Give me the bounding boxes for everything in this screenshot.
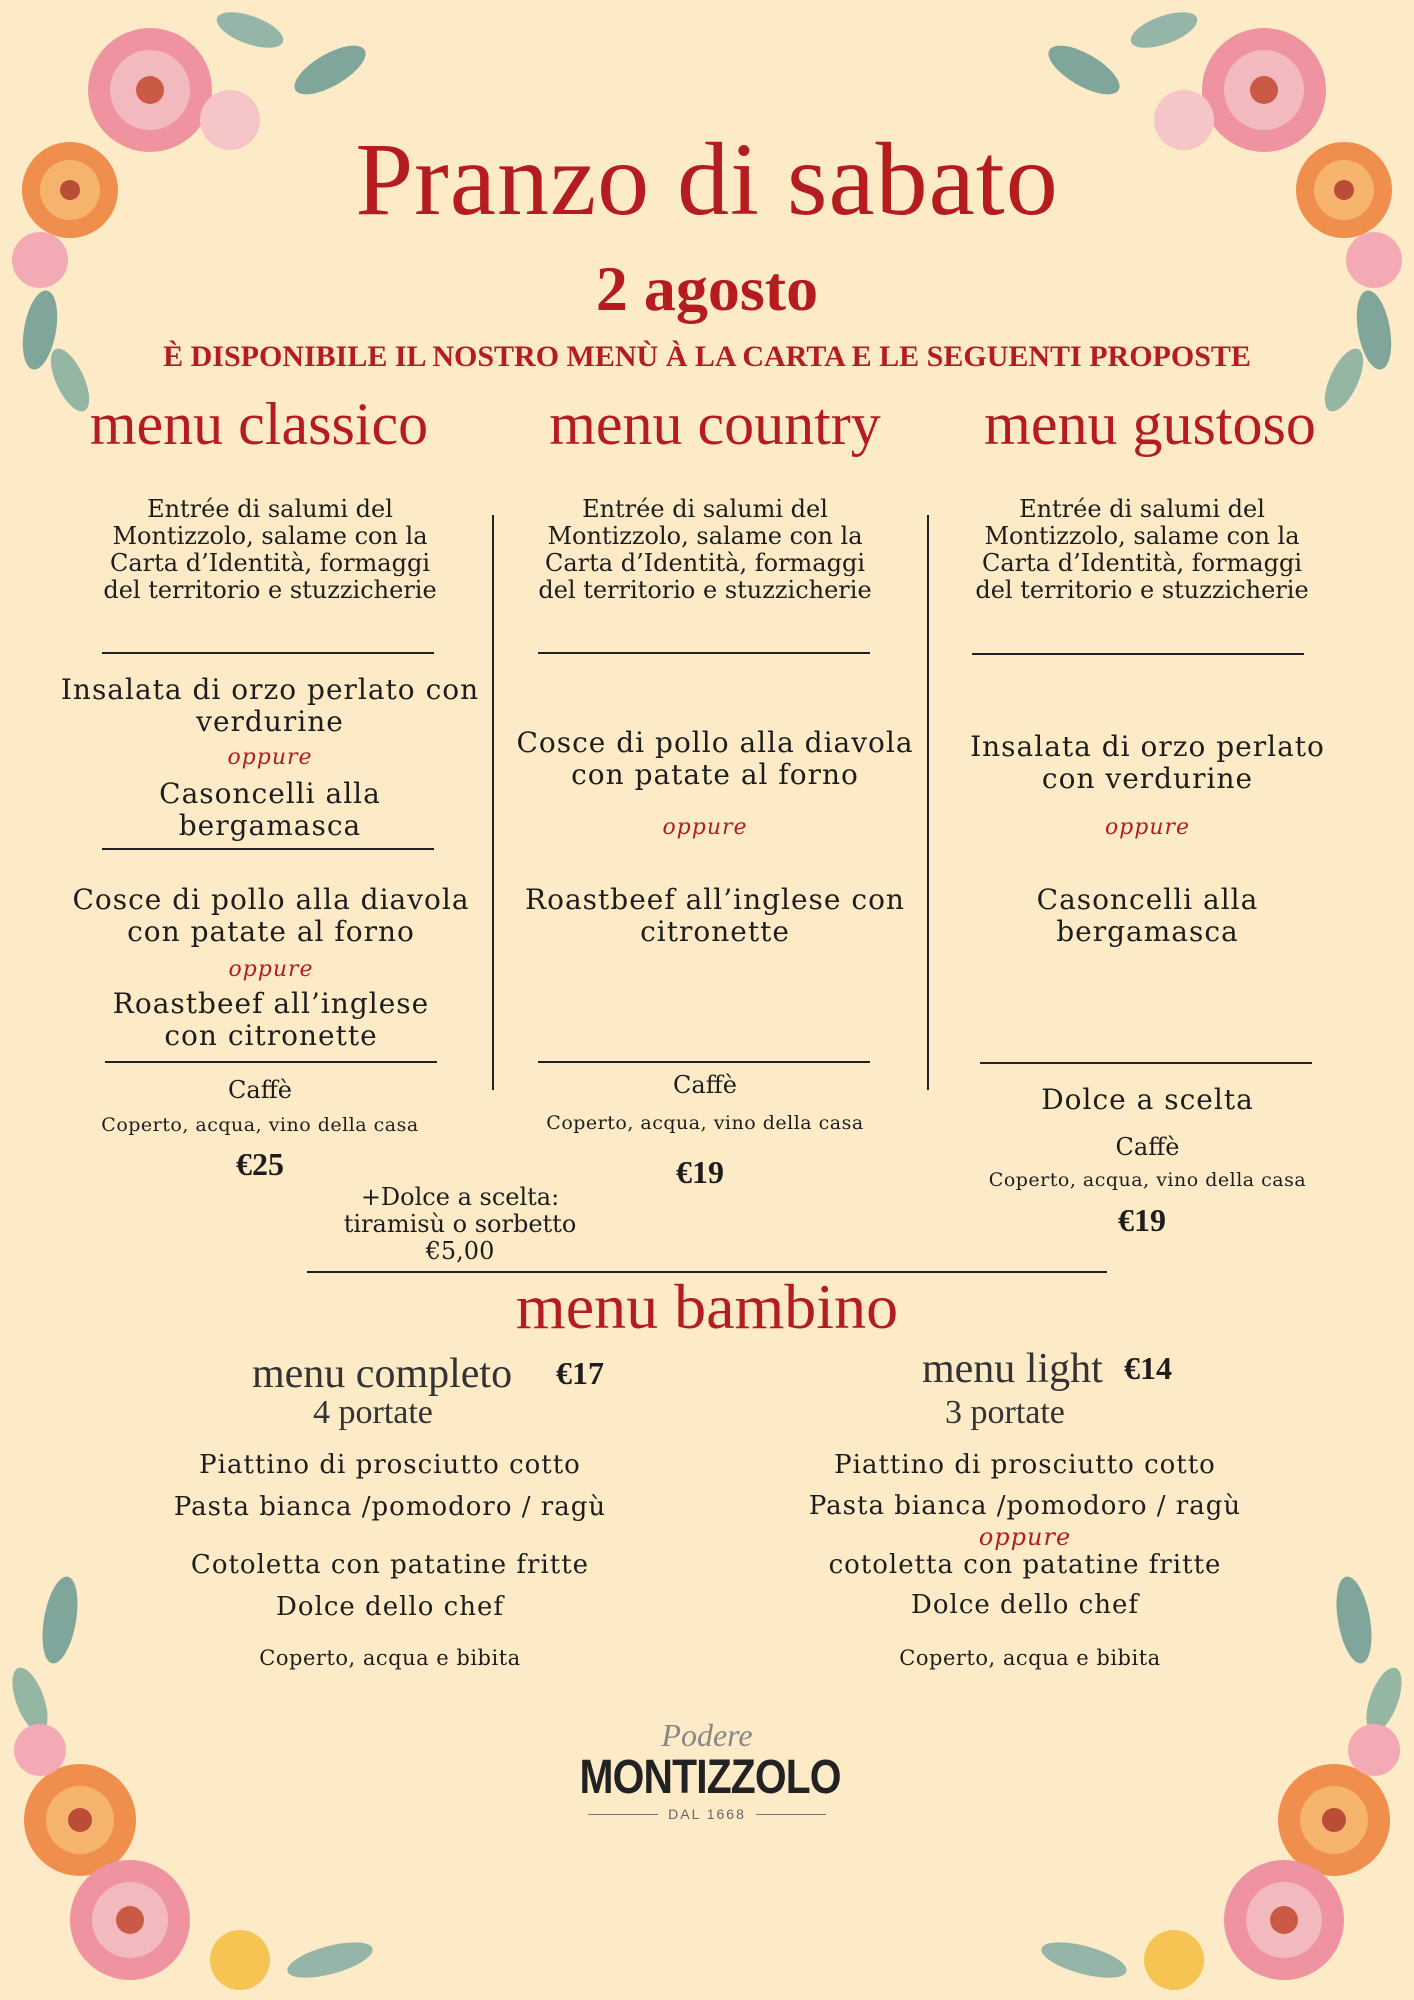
logo-rule-right bbox=[756, 1814, 826, 1815]
country-oppure-1: oppure bbox=[662, 815, 748, 840]
gustoso-oppure-1: oppure bbox=[1104, 815, 1191, 840]
bambino-light-item-2: Pasta bianca /pomodoro / ragù bbox=[808, 1491, 1242, 1521]
bambino-light-courses: 3 portate bbox=[945, 1394, 1065, 1431]
logo-name: MONTIZZOLO bbox=[579, 1751, 841, 1804]
menu-classico-title: menu classico bbox=[89, 391, 429, 457]
bambino-light-item-1: Piattino di prosciutto cotto bbox=[834, 1450, 1216, 1480]
classico-divider-3 bbox=[105, 1061, 437, 1063]
country-coffee: Caffè bbox=[673, 1071, 737, 1099]
classico-divider-1 bbox=[102, 652, 434, 654]
gustoso-course2-a: Insalata di orzo perlato con verdurine bbox=[970, 730, 1325, 795]
country-course2-a: Cosce di pollo alla diavola con patate al forno bbox=[516, 726, 914, 791]
event-date: 2 agosto bbox=[595, 253, 819, 324]
gustoso-divider-1 bbox=[972, 653, 1304, 655]
gustoso-dessert: Dolce a scelta bbox=[1041, 1083, 1254, 1116]
classico-extras: Coperto, acqua, vino della casa bbox=[101, 1114, 419, 1136]
country-divider-1 bbox=[538, 652, 870, 654]
classico-addon-line1: +Dolce a scelta: bbox=[360, 1183, 560, 1211]
classico-oppure-2: oppure bbox=[228, 957, 314, 982]
gustoso-coffee: Caffè bbox=[1115, 1133, 1180, 1161]
bambino-light-item-4: Dolce dello chef bbox=[911, 1590, 1139, 1620]
logo-since: DAL 1668 bbox=[668, 1806, 746, 1822]
gustoso-divider-2 bbox=[980, 1062, 1312, 1064]
country-entree: Entrée di salumi del Montizzolo, salame con la Carta d’Identità, formaggi del territorio e stuzzicherie bbox=[538, 495, 872, 604]
bambino-completo-price: €17 bbox=[556, 1355, 604, 1391]
country-divider-2 bbox=[538, 1061, 870, 1063]
gustoso-entree: Entrée di salumi del Montizzolo, salame con la Carta d’Identità, formaggi del territorio e stuzzicherie bbox=[975, 495, 1309, 604]
bambino-light-name: menu light bbox=[922, 1346, 1103, 1392]
bambino-completo-name: menu completo bbox=[252, 1351, 513, 1397]
floral-corner-bottom-left bbox=[0, 1560, 400, 2000]
classico-coffee: Caffè bbox=[228, 1076, 292, 1104]
classico-entree: Entrée di salumi del Montizzolo, salame con la Carta d’Identità, formaggi del territorio e stuzzicherie bbox=[103, 495, 437, 604]
classico-course2-a: Insalata di orzo perlato con verdurine bbox=[60, 673, 480, 738]
gustoso-price: €19 bbox=[1118, 1202, 1166, 1238]
bambino-completo-courses: 4 portate bbox=[313, 1394, 433, 1431]
bambino-light-item-3: cotoletta con patatine fritte bbox=[828, 1550, 1222, 1580]
bambino-completo-extras: Coperto, acqua e bibita bbox=[259, 1646, 521, 1670]
classico-price: €25 bbox=[236, 1146, 284, 1182]
logo-script: Podere bbox=[661, 1717, 753, 1753]
logo-tagline bbox=[557, 1806, 857, 1822]
header-subtitle: È DISPONIBILE IL NOSTRO MENÙ À LA CARTA E LE SEGUENTI PROPOSTE bbox=[163, 340, 1251, 373]
country-course2-b: Roastbeef all’inglese con citronette bbox=[525, 883, 905, 948]
classico-course3-b: Roastbeef all’inglese con citronette bbox=[112, 987, 430, 1052]
gustoso-course2-b: Casoncelli alla bergamasca bbox=[1036, 883, 1259, 948]
logo bbox=[557, 1718, 857, 1822]
classico-oppure-1: oppure bbox=[227, 745, 313, 770]
menu-country-title: menu country bbox=[549, 391, 881, 457]
classico-addon-price: €5,00 bbox=[425, 1237, 495, 1265]
floral-corner-bottom-right bbox=[1014, 1560, 1414, 2000]
bambino-light-extras: Coperto, acqua e bibita bbox=[899, 1646, 1161, 1670]
bambino-completo-item-2: Pasta bianca /pomodoro / ragù bbox=[173, 1492, 607, 1522]
classico-addon-line2: tiramisù o sorbetto bbox=[343, 1210, 577, 1238]
menu-gustoso-title: menu gustoso bbox=[984, 391, 1316, 457]
logo-rule-left bbox=[588, 1814, 658, 1815]
country-price: €19 bbox=[676, 1154, 724, 1190]
classico-divider-2 bbox=[102, 848, 434, 850]
classico-course3-a: Cosce di pollo alla diavola con patate al forno bbox=[72, 883, 470, 948]
bambino-completo-item-3: Cotoletta con patatine fritte bbox=[190, 1550, 590, 1580]
column-divider-right bbox=[927, 515, 929, 1090]
classico-course2-b: Casoncelli alla bergamasca bbox=[159, 777, 381, 842]
bambino-light-oppure: oppure bbox=[978, 1523, 1072, 1551]
bambino-title: menu bambino bbox=[515, 1271, 899, 1342]
bambino-completo-item-1: Piattino di prosciutto cotto bbox=[199, 1450, 581, 1480]
bambino-completo-item-4: Dolce dello chef bbox=[276, 1592, 504, 1622]
column-divider-left bbox=[492, 515, 494, 1090]
country-extras: Coperto, acqua, vino della casa bbox=[546, 1112, 864, 1134]
gustoso-extras: Coperto, acqua, vino della casa bbox=[988, 1169, 1307, 1191]
page-title: Pranzo di sabato bbox=[355, 122, 1059, 237]
bambino-light-price: €14 bbox=[1124, 1350, 1172, 1386]
